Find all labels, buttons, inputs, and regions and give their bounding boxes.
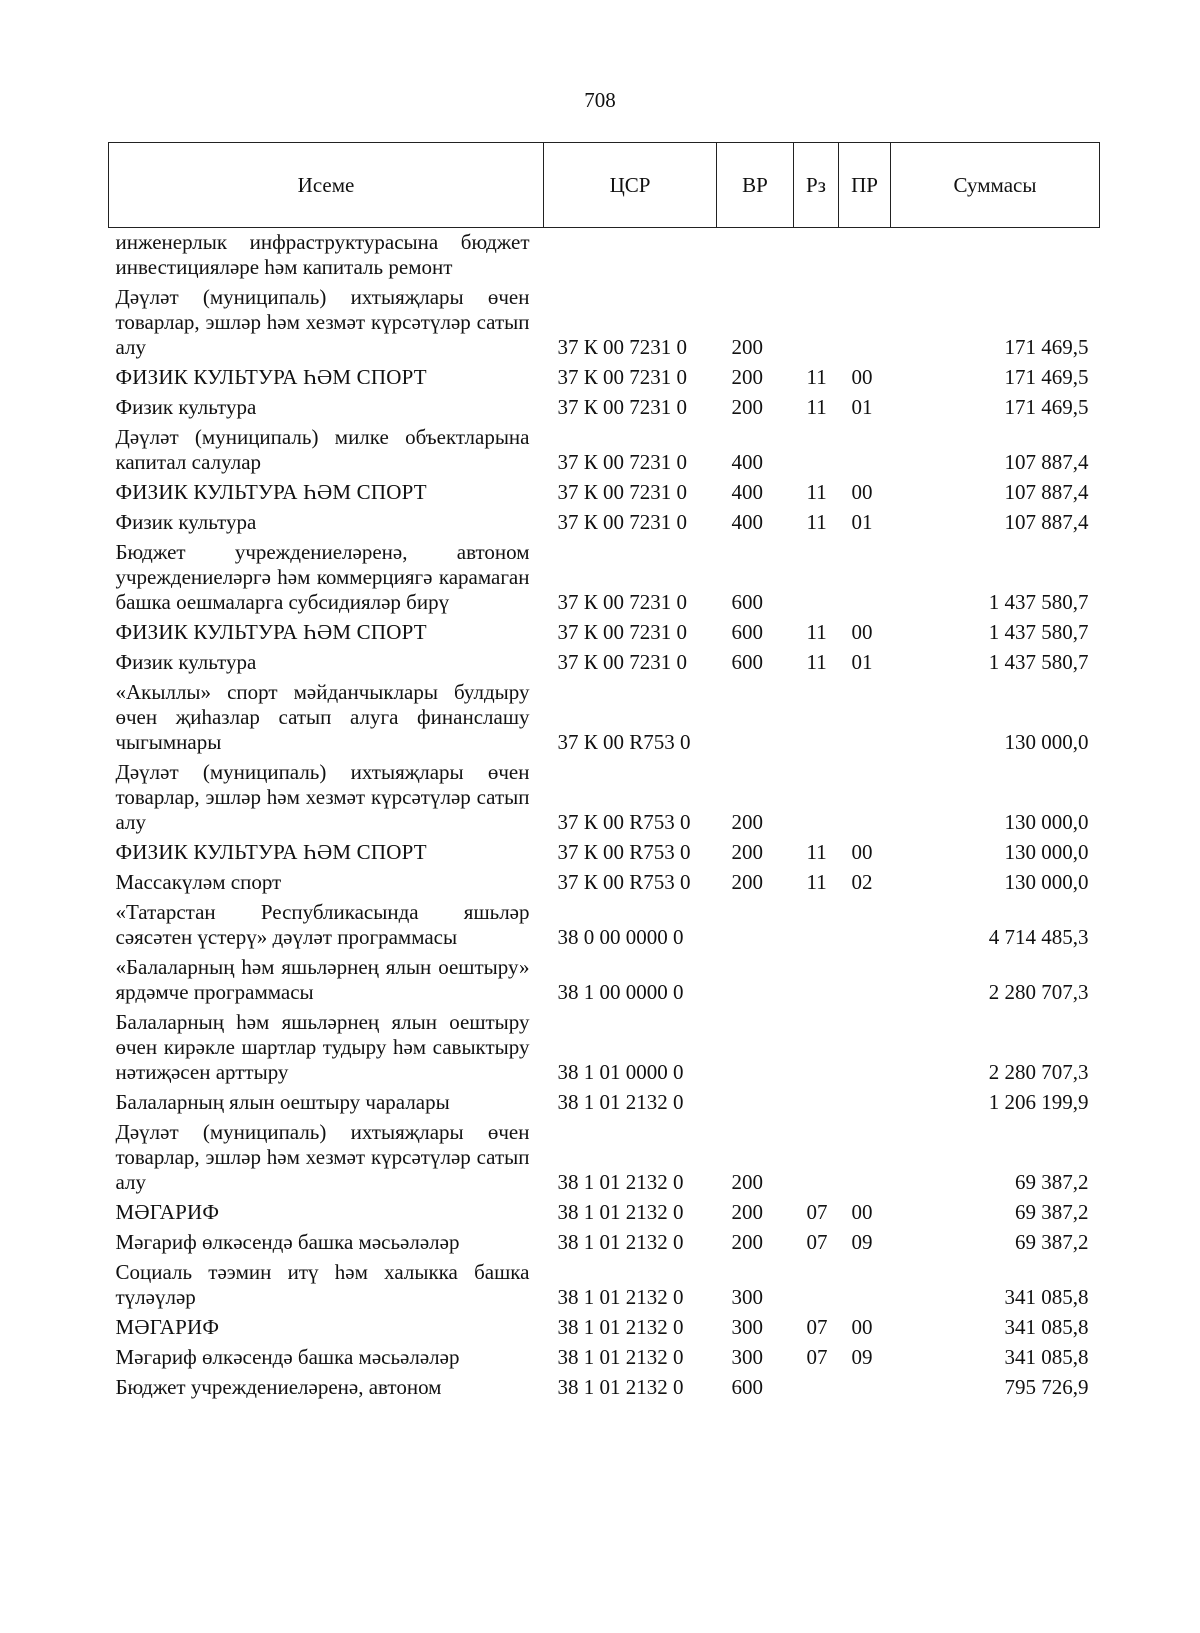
cell-vr: 300: [731, 1345, 763, 1369]
cell-vr: 200: [731, 335, 763, 359]
cell-name: инженерлык инфраструктурасына бюджет инвестицияләре һәм капиталь ремонт: [115, 230, 530, 279]
cell-sum: 107 887,4: [1004, 480, 1089, 504]
cell-vr: 200: [731, 365, 763, 389]
cell-rz: [794, 538, 839, 618]
cell-pr: 09: [851, 1230, 873, 1254]
cell-rz: [794, 678, 839, 758]
table-row: [109, 508, 1100, 538]
table-row: [109, 1228, 1100, 1258]
cell-name: Физик культура: [115, 510, 257, 534]
cell-vr: [717, 678, 794, 758]
cell-pr: [839, 283, 891, 363]
page-number: 708: [584, 88, 616, 112]
cell-csr: 38 1 01 2132 0: [557, 1345, 684, 1369]
cell-name: Бюджет учреждениеләренә, автоном учреждениеләргә һәм коммерциягә карамаган башка оешмаларга субсидияләр бирү: [115, 540, 530, 614]
cell-csr: 38 1 01 2132 0: [557, 1375, 684, 1399]
cell-pr: 00: [851, 365, 873, 389]
cell-vr: 600: [731, 590, 763, 614]
cell-vr: [717, 228, 794, 284]
cell-sum: 1 206 199,9: [988, 1090, 1089, 1114]
cell-vr: 400: [731, 510, 763, 534]
cell-pr: 00: [851, 1315, 873, 1339]
cell-pr: 02: [851, 870, 873, 894]
table-row: [109, 423, 1100, 478]
table-row: [109, 228, 1100, 284]
cell-name: «Акыллы» спорт мәйданчыклары булдыру өчен җиһазлар сатып алуга финанслашу чыгымнары: [115, 680, 530, 754]
cell-csr: 37 К 00 R753 0: [557, 870, 691, 894]
cell-sum: 341 085,8: [1004, 1315, 1089, 1339]
cell-pr: [839, 1008, 891, 1088]
cell-name: Балаларның ялын оештыру чаралары: [115, 1090, 450, 1114]
cell-vr: 200: [731, 810, 763, 834]
cell-pr: 09: [851, 1345, 873, 1369]
cell-rz: [794, 1373, 839, 1403]
cell-rz: [794, 898, 839, 953]
cell-vr: 300: [731, 1315, 763, 1339]
cell-csr: [544, 228, 717, 284]
cell-sum: 1 437 580,7: [988, 590, 1089, 614]
table-row: [109, 283, 1100, 363]
cell-name: «Балаларның һәм яшьләрнең ялын оештыру» ярдәмче программасы: [115, 955, 530, 1004]
header-rz: Рз: [794, 143, 839, 228]
table-row: [109, 618, 1100, 648]
table-row: [109, 1258, 1100, 1313]
cell-vr: 600: [731, 1375, 763, 1399]
cell-vr: 400: [731, 480, 763, 504]
cell-rz: [794, 1118, 839, 1198]
cell-pr: [839, 758, 891, 838]
table-row: [109, 1313, 1100, 1343]
cell-name: Бюджет учреждениеләренә, автоном: [115, 1375, 442, 1399]
budget-table: [108, 142, 1100, 1403]
cell-sum: 4 714 485,3: [988, 925, 1089, 949]
cell-vr: 200: [731, 1230, 763, 1254]
table-row: [109, 393, 1100, 423]
cell-csr: 38 1 01 2132 0: [557, 1090, 684, 1114]
cell-csr: 38 1 01 2132 0: [557, 1170, 684, 1194]
cell-sum: 171 469,5: [1004, 365, 1089, 389]
cell-pr: [839, 423, 891, 478]
cell-rz: 07: [806, 1345, 828, 1369]
header-vr: ВР: [717, 143, 794, 228]
cell-sum: 130 000,0: [1004, 730, 1089, 754]
table-row: [109, 1373, 1100, 1403]
cell-csr: 38 1 01 2132 0: [557, 1200, 684, 1224]
cell-vr: 300: [731, 1285, 763, 1309]
cell-vr: 600: [731, 650, 763, 674]
cell-sum: 2 280 707,3: [988, 1060, 1089, 1084]
header-name: Исеме: [109, 143, 544, 228]
cell-csr: 38 0 00 0000 0: [557, 925, 684, 949]
cell-csr: 38 1 01 0000 0: [557, 1060, 684, 1084]
cell-pr: 01: [851, 510, 873, 534]
cell-sum: 171 469,5: [1004, 395, 1089, 419]
cell-sum: 130 000,0: [1004, 840, 1089, 864]
cell-name: Дәүләт (муниципаль) ихтыяҗлары өчен товарлар, эшләр һәм хезмәт күрсәтүләр сатып алу: [115, 285, 530, 359]
cell-pr: 00: [851, 480, 873, 504]
cell-csr: 37 К 00 7231 0: [557, 650, 688, 674]
cell-vr: 600: [731, 620, 763, 644]
table-row: [109, 678, 1100, 758]
cell-vr: 200: [731, 840, 763, 864]
cell-vr: [717, 953, 794, 1008]
cell-sum: 341 085,8: [1004, 1345, 1089, 1369]
cell-sum: 69 387,2: [1015, 1170, 1089, 1194]
cell-pr: [839, 1118, 891, 1198]
cell-name: МӘГАРИФ: [115, 1315, 220, 1339]
cell-rz: 11: [806, 395, 827, 419]
cell-csr: 37 К 00 R753 0: [557, 810, 691, 834]
cell-csr: 37 К 00 7231 0: [557, 620, 688, 644]
cell-sum: 795 726,9: [1004, 1375, 1089, 1399]
cell-rz: 07: [806, 1315, 828, 1339]
table-row: [109, 1008, 1100, 1088]
cell-rz: [794, 953, 839, 1008]
cell-name: МӘГАРИФ: [115, 1200, 220, 1224]
cell-rz: 07: [806, 1230, 828, 1254]
cell-csr: 37 К 00 7231 0: [557, 395, 688, 419]
cell-name: ФИЗИК КУЛЬТУРА ҺӘМ СПОРТ: [115, 620, 427, 644]
cell-name: Мәгариф өлкәсендә башка мәсьәләләр: [115, 1345, 460, 1369]
cell-sum: 69 387,2: [1015, 1200, 1089, 1224]
cell-csr: 38 1 01 2132 0: [557, 1230, 684, 1254]
cell-name: ФИЗИК КУЛЬТУРА ҺӘМ СПОРТ: [115, 365, 427, 389]
table-row: [109, 1198, 1100, 1228]
cell-pr: [839, 678, 891, 758]
cell-sum: [891, 228, 1100, 284]
cell-rz: 07: [806, 1200, 828, 1224]
cell-rz: 11: [806, 870, 827, 894]
table-body: [109, 228, 1100, 1404]
cell-csr: 37 К 00 7231 0: [557, 590, 688, 614]
cell-pr: [839, 953, 891, 1008]
table-row: [109, 1118, 1100, 1198]
header-sum: Суммасы: [891, 143, 1100, 228]
table-row: [109, 478, 1100, 508]
cell-name: Физик культура: [115, 650, 257, 674]
header-row: [109, 143, 1100, 228]
cell-pr: [839, 1088, 891, 1118]
cell-rz: 11: [806, 510, 827, 534]
table-row: [109, 1088, 1100, 1118]
cell-rz: 11: [806, 650, 827, 674]
cell-pr: [839, 1373, 891, 1403]
table-row: [109, 953, 1100, 1008]
table-row: [109, 1343, 1100, 1373]
cell-name: Мәгариф өлкәсендә башка мәсьәләләр: [115, 1230, 460, 1254]
cell-sum: 69 387,2: [1015, 1230, 1089, 1254]
cell-rz: [794, 283, 839, 363]
cell-vr: 200: [731, 1200, 763, 1224]
cell-vr: [717, 898, 794, 953]
cell-sum: 107 887,4: [1004, 450, 1089, 474]
cell-rz: [794, 1008, 839, 1088]
cell-pr: [839, 538, 891, 618]
table-row: [109, 758, 1100, 838]
cell-name: Социаль тәэмин итү һәм халыкка башка түләүләр: [115, 1260, 530, 1309]
cell-csr: 38 1 01 2132 0: [557, 1285, 684, 1309]
cell-name: ФИЗИК КУЛЬТУРА ҺӘМ СПОРТ: [115, 840, 427, 864]
cell-csr: 37 К 00 7231 0: [557, 510, 688, 534]
cell-name: Дәүләт (муниципаль) ихтыяҗлары өчен товарлар, эшләр һәм хезмәт күрсәтүләр сатып алу: [115, 760, 530, 834]
cell-vr: 200: [731, 395, 763, 419]
cell-sum: 2 280 707,3: [988, 980, 1089, 1004]
cell-rz: 11: [806, 480, 827, 504]
cell-sum: 341 085,8: [1004, 1285, 1089, 1309]
cell-name: Балаларның һәм яшьләрнең ялын оештыру өчен кирәкле шартлар тудыру һәм савыктыру нәтиҗәсен арттыру: [115, 1010, 530, 1084]
cell-pr: [839, 1258, 891, 1313]
cell-rz: [794, 758, 839, 838]
cell-rz: 11: [806, 365, 827, 389]
cell-csr: 38 1 01 2132 0: [557, 1315, 684, 1339]
cell-pr: 01: [851, 395, 873, 419]
cell-rz: 11: [806, 840, 827, 864]
cell-csr: 37 К 00 7231 0: [557, 450, 688, 474]
cell-vr: 200: [731, 1170, 763, 1194]
cell-csr: 37 К 00 R753 0: [557, 730, 691, 754]
cell-sum: 171 469,5: [1004, 335, 1089, 359]
cell-csr: 38 1 00 0000 0: [557, 980, 684, 1004]
cell-sum: 107 887,4: [1004, 510, 1089, 534]
cell-vr: [717, 1008, 794, 1088]
cell-name: ФИЗИК КУЛЬТУРА ҺӘМ СПОРТ: [115, 480, 427, 504]
cell-pr: 00: [851, 1200, 873, 1224]
cell-csr: 37 К 00 7231 0: [557, 335, 688, 359]
cell-pr: [839, 898, 891, 953]
cell-rz: [794, 228, 839, 284]
cell-sum: 130 000,0: [1004, 870, 1089, 894]
cell-pr: [839, 228, 891, 284]
cell-rz: [794, 423, 839, 478]
cell-pr: 00: [851, 840, 873, 864]
table-row: [109, 868, 1100, 898]
table-row: [109, 363, 1100, 393]
table-row: [109, 648, 1100, 678]
cell-pr: 00: [851, 620, 873, 644]
table-row: [109, 898, 1100, 953]
cell-pr: 01: [851, 650, 873, 674]
cell-name: Физик культура: [115, 395, 257, 419]
cell-rz: 11: [806, 620, 827, 644]
table-row: [109, 538, 1100, 618]
cell-csr: 37 К 00 R753 0: [557, 840, 691, 864]
cell-csr: 37 К 00 7231 0: [557, 480, 688, 504]
cell-rz: [794, 1088, 839, 1118]
header-csr: ЦСР: [544, 143, 717, 228]
cell-sum: 1 437 580,7: [988, 650, 1089, 674]
header-pr: ПР: [839, 143, 891, 228]
cell-rz: [794, 1258, 839, 1313]
cell-sum: 1 437 580,7: [988, 620, 1089, 644]
cell-name: «Татарстан Республикасында яшьләр сәясәтен үстерү» дәүләт программасы: [115, 900, 530, 949]
cell-sum: 130 000,0: [1004, 810, 1089, 834]
cell-vr: [717, 1088, 794, 1118]
cell-vr: 200: [731, 870, 763, 894]
cell-name: Дәүләт (муниципаль) милке объектларына капитал салулар: [115, 425, 530, 474]
cell-name: Массакүләм спорт: [115, 870, 282, 894]
cell-vr: 400: [731, 450, 763, 474]
table-row: [109, 838, 1100, 868]
cell-name: Дәүләт (муниципаль) ихтыяҗлары өчен товарлар, эшләр һәм хезмәт күрсәтүләр сатып алу: [115, 1120, 530, 1194]
table-header: [109, 143, 1100, 228]
cell-csr: 37 К 00 7231 0: [557, 365, 688, 389]
